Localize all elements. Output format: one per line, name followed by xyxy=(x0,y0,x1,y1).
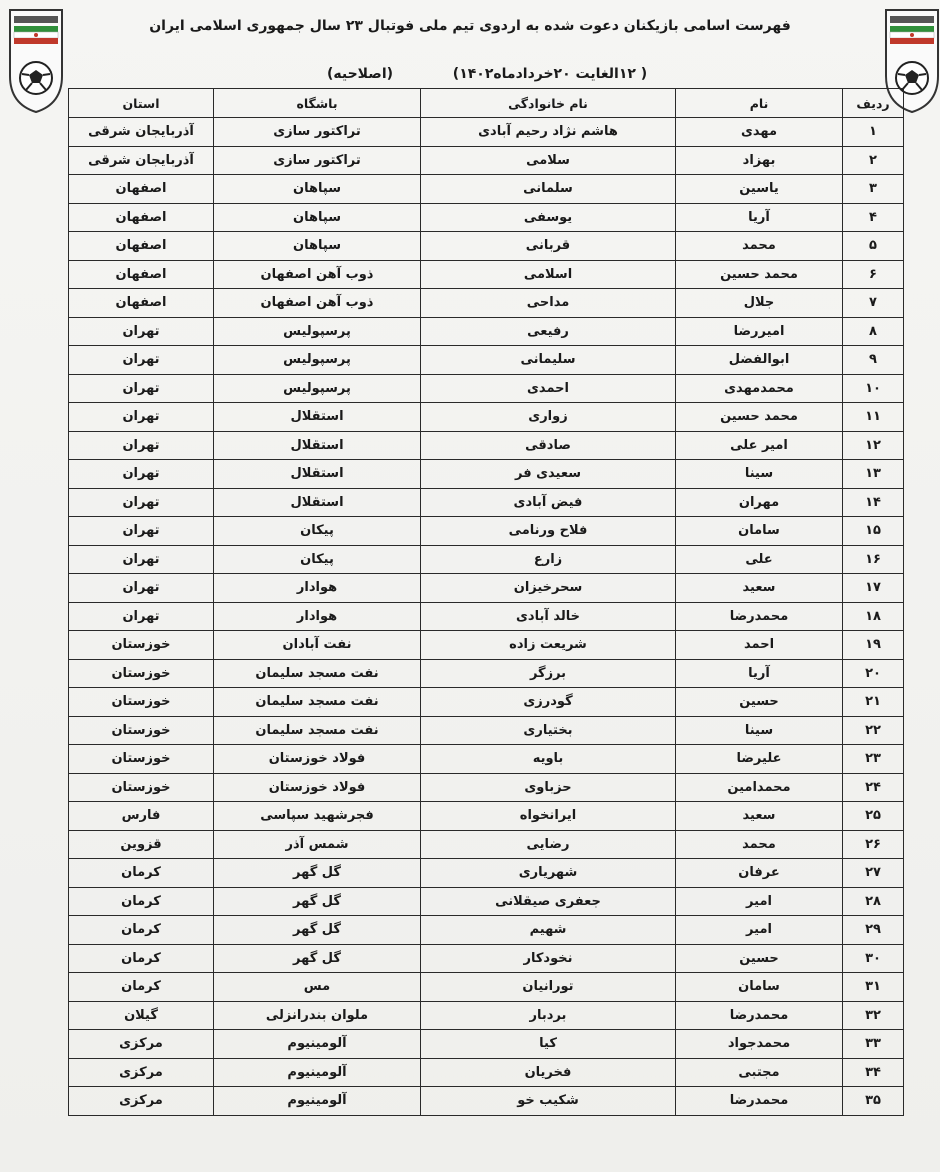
table-row xyxy=(69,175,904,204)
cell-name: امیر علی xyxy=(676,431,843,460)
cell-idx: ۳۳ xyxy=(843,1030,904,1059)
cell-club: آلومینیوم xyxy=(214,1087,421,1116)
cell-club: نفت مسجد سلیمان xyxy=(214,659,421,688)
cell-name: سینا xyxy=(676,460,843,489)
cell-idx: ۷ xyxy=(843,289,904,318)
cell-province: اصفهان xyxy=(69,289,214,318)
cell-idx: ۳۱ xyxy=(843,973,904,1002)
cell-name: احمد xyxy=(676,631,843,660)
table-row xyxy=(69,830,904,859)
cell-family: شهیم xyxy=(421,916,676,945)
table-row xyxy=(69,1001,904,1030)
cell-club: تراکتور سازی xyxy=(214,146,421,175)
cell-club: سپاهان xyxy=(214,232,421,261)
cell-name: ابوالفضل xyxy=(676,346,843,375)
cell-province: کرمان xyxy=(69,916,214,945)
cell-province: اصفهان xyxy=(69,232,214,261)
cell-club: استقلال xyxy=(214,431,421,460)
cell-name: آریا xyxy=(676,659,843,688)
cell-idx: ۲۴ xyxy=(843,773,904,802)
cell-province: اصفهان xyxy=(69,175,214,204)
table-row xyxy=(69,745,904,774)
cell-name: محمد xyxy=(676,830,843,859)
table-header-row xyxy=(69,89,904,118)
table-row xyxy=(69,973,904,1002)
cell-idx: ۲۸ xyxy=(843,887,904,916)
table-row xyxy=(69,460,904,489)
cell-name: محمدجواد xyxy=(676,1030,843,1059)
cell-family: یوسفی xyxy=(421,203,676,232)
table-row xyxy=(69,802,904,831)
table-row xyxy=(69,1030,904,1059)
table-row xyxy=(69,1087,904,1116)
cell-club: سپاهان xyxy=(214,175,421,204)
cell-club: پرسپولیس xyxy=(214,346,421,375)
cell-family: سلمانی xyxy=(421,175,676,204)
cell-idx: ۸ xyxy=(843,317,904,346)
cell-family: سلیمانی xyxy=(421,346,676,375)
cell-club: استقلال xyxy=(214,403,421,432)
table-row xyxy=(69,488,904,517)
cell-club: نفت مسجد سلیمان xyxy=(214,716,421,745)
cell-family: فخریان xyxy=(421,1058,676,1087)
table-row xyxy=(69,374,904,403)
cell-name: علیرضا xyxy=(676,745,843,774)
cell-family: هاشم نژاد رحیم آبادی xyxy=(421,118,676,147)
cell-family: بختیاری xyxy=(421,716,676,745)
table-row xyxy=(69,773,904,802)
cell-club: فولاد خوزستان xyxy=(214,745,421,774)
header-family: نام خانوادگی xyxy=(421,89,676,118)
cell-name: سامان xyxy=(676,517,843,546)
header-idx: ردیف xyxy=(843,89,904,118)
cell-idx: ۱ xyxy=(843,118,904,147)
cell-idx: ۲۹ xyxy=(843,916,904,945)
cell-name: بهزاد xyxy=(676,146,843,175)
cell-province: مرکزی xyxy=(69,1058,214,1087)
cell-family: ایرانخواه xyxy=(421,802,676,831)
cell-idx: ۲ xyxy=(843,146,904,175)
cell-name: سامان xyxy=(676,973,843,1002)
cell-family: احمدی xyxy=(421,374,676,403)
cell-idx: ۲۲ xyxy=(843,716,904,745)
cell-club: تراکتور سازی xyxy=(214,118,421,147)
cell-club: پیکان xyxy=(214,545,421,574)
table-row xyxy=(69,1058,904,1087)
cell-name: محمدامین xyxy=(676,773,843,802)
cell-province: خوزستان xyxy=(69,773,214,802)
cell-province: تهران xyxy=(69,346,214,375)
cell-family: اسلامی xyxy=(421,260,676,289)
cell-province: مرکزی xyxy=(69,1030,214,1059)
cell-club: استقلال xyxy=(214,460,421,489)
cell-club: آلومینیوم xyxy=(214,1058,421,1087)
cell-club: هوادار xyxy=(214,602,421,631)
cell-province: خوزستان xyxy=(69,659,214,688)
table-row xyxy=(69,431,904,460)
table-row xyxy=(69,118,904,147)
cell-club: سپاهان xyxy=(214,203,421,232)
cell-idx: ۳۲ xyxy=(843,1001,904,1030)
cell-province: کرمان xyxy=(69,944,214,973)
cell-idx: ۱۹ xyxy=(843,631,904,660)
document-title: فهرست اسامی بازیکنان دعوت شده به اردوی تیم ملی فوتبال ۲۳ سال جمهوری اسلامی ایران xyxy=(149,18,791,34)
date-range: ( ۱۲الغایت ۲۰خردادماه۱۴۰۲) xyxy=(452,66,648,82)
cell-club: هوادار xyxy=(214,574,421,603)
cell-province: خوزستان xyxy=(69,631,214,660)
cell-name: سینا xyxy=(676,716,843,745)
cell-family: زواری xyxy=(421,403,676,432)
cell-idx: ۵ xyxy=(843,232,904,261)
cell-club: ذوب آهن اصفهان xyxy=(214,260,421,289)
cell-family: مداحی xyxy=(421,289,676,318)
cell-family: فلاح ورنامی xyxy=(421,517,676,546)
table-row xyxy=(69,631,904,660)
cell-province: تهران xyxy=(69,574,214,603)
cell-name: محمدرضا xyxy=(676,1001,843,1030)
cell-province: گیلان xyxy=(69,1001,214,1030)
cell-idx: ۱۸ xyxy=(843,602,904,631)
cell-club: آلومینیوم xyxy=(214,1030,421,1059)
cell-province: تهران xyxy=(69,431,214,460)
cell-name: حسین xyxy=(676,944,843,973)
cell-idx: ۱۷ xyxy=(843,574,904,603)
table-row xyxy=(69,346,904,375)
cell-idx: ۱۶ xyxy=(843,545,904,574)
cell-idx: ۳۰ xyxy=(843,944,904,973)
cell-idx: ۲۳ xyxy=(843,745,904,774)
cell-name: محمد حسین xyxy=(676,260,843,289)
cell-name: سعید xyxy=(676,802,843,831)
player-roster-table xyxy=(68,88,904,1116)
cell-province: قزوین xyxy=(69,830,214,859)
cell-club: ذوب آهن اصفهان xyxy=(214,289,421,318)
cell-province: مرکزی xyxy=(69,1087,214,1116)
cell-family: خالد آبادی xyxy=(421,602,676,631)
cell-province: تهران xyxy=(69,517,214,546)
cell-province: اصفهان xyxy=(69,203,214,232)
cell-name: مهدی xyxy=(676,118,843,147)
cell-name: عرفان xyxy=(676,859,843,888)
cell-family: سلامی xyxy=(421,146,676,175)
cell-family: شهریاری xyxy=(421,859,676,888)
cell-family: سحرخیزان xyxy=(421,574,676,603)
cell-province: آذربایجان شرقی xyxy=(69,118,214,147)
header-province: استان xyxy=(69,89,214,118)
cell-province: کرمان xyxy=(69,973,214,1002)
cell-idx: ۲۷ xyxy=(843,859,904,888)
cell-name: محمدرضا xyxy=(676,602,843,631)
cell-name: محمدرضا xyxy=(676,1087,843,1116)
cell-family: رضایی xyxy=(421,830,676,859)
cell-club: پرسپولیس xyxy=(214,317,421,346)
table-row xyxy=(69,545,904,574)
cell-province: تهران xyxy=(69,488,214,517)
cell-club: شمس آذر xyxy=(214,830,421,859)
cell-name: محمد xyxy=(676,232,843,261)
cell-name: امیر xyxy=(676,916,843,945)
cell-province: تهران xyxy=(69,403,214,432)
cell-idx: ۱۱ xyxy=(843,403,904,432)
cell-club: نفت آبادان xyxy=(214,631,421,660)
cell-club: گل گهر xyxy=(214,916,421,945)
cell-idx: ۹ xyxy=(843,346,904,375)
cell-family: فیض آبادی xyxy=(421,488,676,517)
cell-idx: ۲۱ xyxy=(843,688,904,717)
cell-family: حزباوی xyxy=(421,773,676,802)
cell-club: ملوان بندرانزلی xyxy=(214,1001,421,1030)
cell-idx: ۱۲ xyxy=(843,431,904,460)
cell-name: مهران xyxy=(676,488,843,517)
cell-club: پیکان xyxy=(214,517,421,546)
cell-club: نفت مسجد سلیمان xyxy=(214,688,421,717)
cell-province: تهران xyxy=(69,374,214,403)
table-row xyxy=(69,602,904,631)
federation-logo-left xyxy=(6,6,66,116)
cell-family: برزگر xyxy=(421,659,676,688)
cell-club: مس xyxy=(214,973,421,1002)
cell-idx: ۴ xyxy=(843,203,904,232)
table-row xyxy=(69,688,904,717)
cell-name: آریا xyxy=(676,203,843,232)
cell-idx: ۳۵ xyxy=(843,1087,904,1116)
table-row xyxy=(69,659,904,688)
table-row xyxy=(69,403,904,432)
cell-idx: ۱۵ xyxy=(843,517,904,546)
table-row xyxy=(69,944,904,973)
cell-family: تورانیان xyxy=(421,973,676,1002)
header-club: باشگاه xyxy=(214,89,421,118)
cell-club: فجرشهید سپاسی xyxy=(214,802,421,831)
table-row xyxy=(69,574,904,603)
cell-club: پرسپولیس xyxy=(214,374,421,403)
cell-name: محمدمهدی xyxy=(676,374,843,403)
table-row xyxy=(69,203,904,232)
cell-name: علی xyxy=(676,545,843,574)
cell-family: شریعت زاده xyxy=(421,631,676,660)
cell-idx: ۲۰ xyxy=(843,659,904,688)
cell-name: محمد حسین xyxy=(676,403,843,432)
cell-province: کرمان xyxy=(69,887,214,916)
cell-family: زارع xyxy=(421,545,676,574)
cell-province: فارس xyxy=(69,802,214,831)
cell-province: اصفهان xyxy=(69,260,214,289)
cell-province: تهران xyxy=(69,460,214,489)
roster-body xyxy=(69,118,904,1116)
cell-family: کیا xyxy=(421,1030,676,1059)
cell-idx: ۳۴ xyxy=(843,1058,904,1087)
cell-family: رفیعی xyxy=(421,317,676,346)
cell-idx: ۳ xyxy=(843,175,904,204)
cell-name: یاسین xyxy=(676,175,843,204)
cell-name: امیررضا xyxy=(676,317,843,346)
revision-note: (اصلاحیه) xyxy=(326,66,394,82)
cell-name: امیر xyxy=(676,887,843,916)
cell-club: فولاد خوزستان xyxy=(214,773,421,802)
cell-family: باویه xyxy=(421,745,676,774)
cell-province: کرمان xyxy=(69,859,214,888)
cell-province: آذربایجان شرقی xyxy=(69,146,214,175)
table-row xyxy=(69,859,904,888)
cell-family: نخودکار xyxy=(421,944,676,973)
cell-idx: ۱۰ xyxy=(843,374,904,403)
cell-idx: ۲۵ xyxy=(843,802,904,831)
cell-idx: ۱۴ xyxy=(843,488,904,517)
cell-name: حسین xyxy=(676,688,843,717)
cell-family: قربانی xyxy=(421,232,676,261)
cell-club: گل گهر xyxy=(214,944,421,973)
cell-family: جعفری صیقلانی xyxy=(421,887,676,916)
table-row xyxy=(69,232,904,261)
cell-club: استقلال xyxy=(214,488,421,517)
table-row xyxy=(69,517,904,546)
cell-province: خوزستان xyxy=(69,745,214,774)
cell-idx: ۶ xyxy=(843,260,904,289)
cell-province: خوزستان xyxy=(69,716,214,745)
table-row xyxy=(69,916,904,945)
cell-province: خوزستان xyxy=(69,688,214,717)
table-row xyxy=(69,887,904,916)
cell-province: تهران xyxy=(69,545,214,574)
cell-name: سعید xyxy=(676,574,843,603)
cell-family: بردبار xyxy=(421,1001,676,1030)
header-name: نام xyxy=(676,89,843,118)
cell-family: گودرزی xyxy=(421,688,676,717)
table-row xyxy=(69,260,904,289)
cell-family: سعیدی فر xyxy=(421,460,676,489)
cell-province: تهران xyxy=(69,602,214,631)
cell-name: جلال xyxy=(676,289,843,318)
cell-family: صادقی xyxy=(421,431,676,460)
cell-idx: ۲۶ xyxy=(843,830,904,859)
table-row xyxy=(69,317,904,346)
cell-name: مجتبی xyxy=(676,1058,843,1087)
table-row xyxy=(69,146,904,175)
cell-club: گل گهر xyxy=(214,859,421,888)
cell-family: شکیب خو xyxy=(421,1087,676,1116)
table-row xyxy=(69,289,904,318)
cell-club: گل گهر xyxy=(214,887,421,916)
cell-idx: ۱۳ xyxy=(843,460,904,489)
table-row xyxy=(69,716,904,745)
cell-province: تهران xyxy=(69,317,214,346)
